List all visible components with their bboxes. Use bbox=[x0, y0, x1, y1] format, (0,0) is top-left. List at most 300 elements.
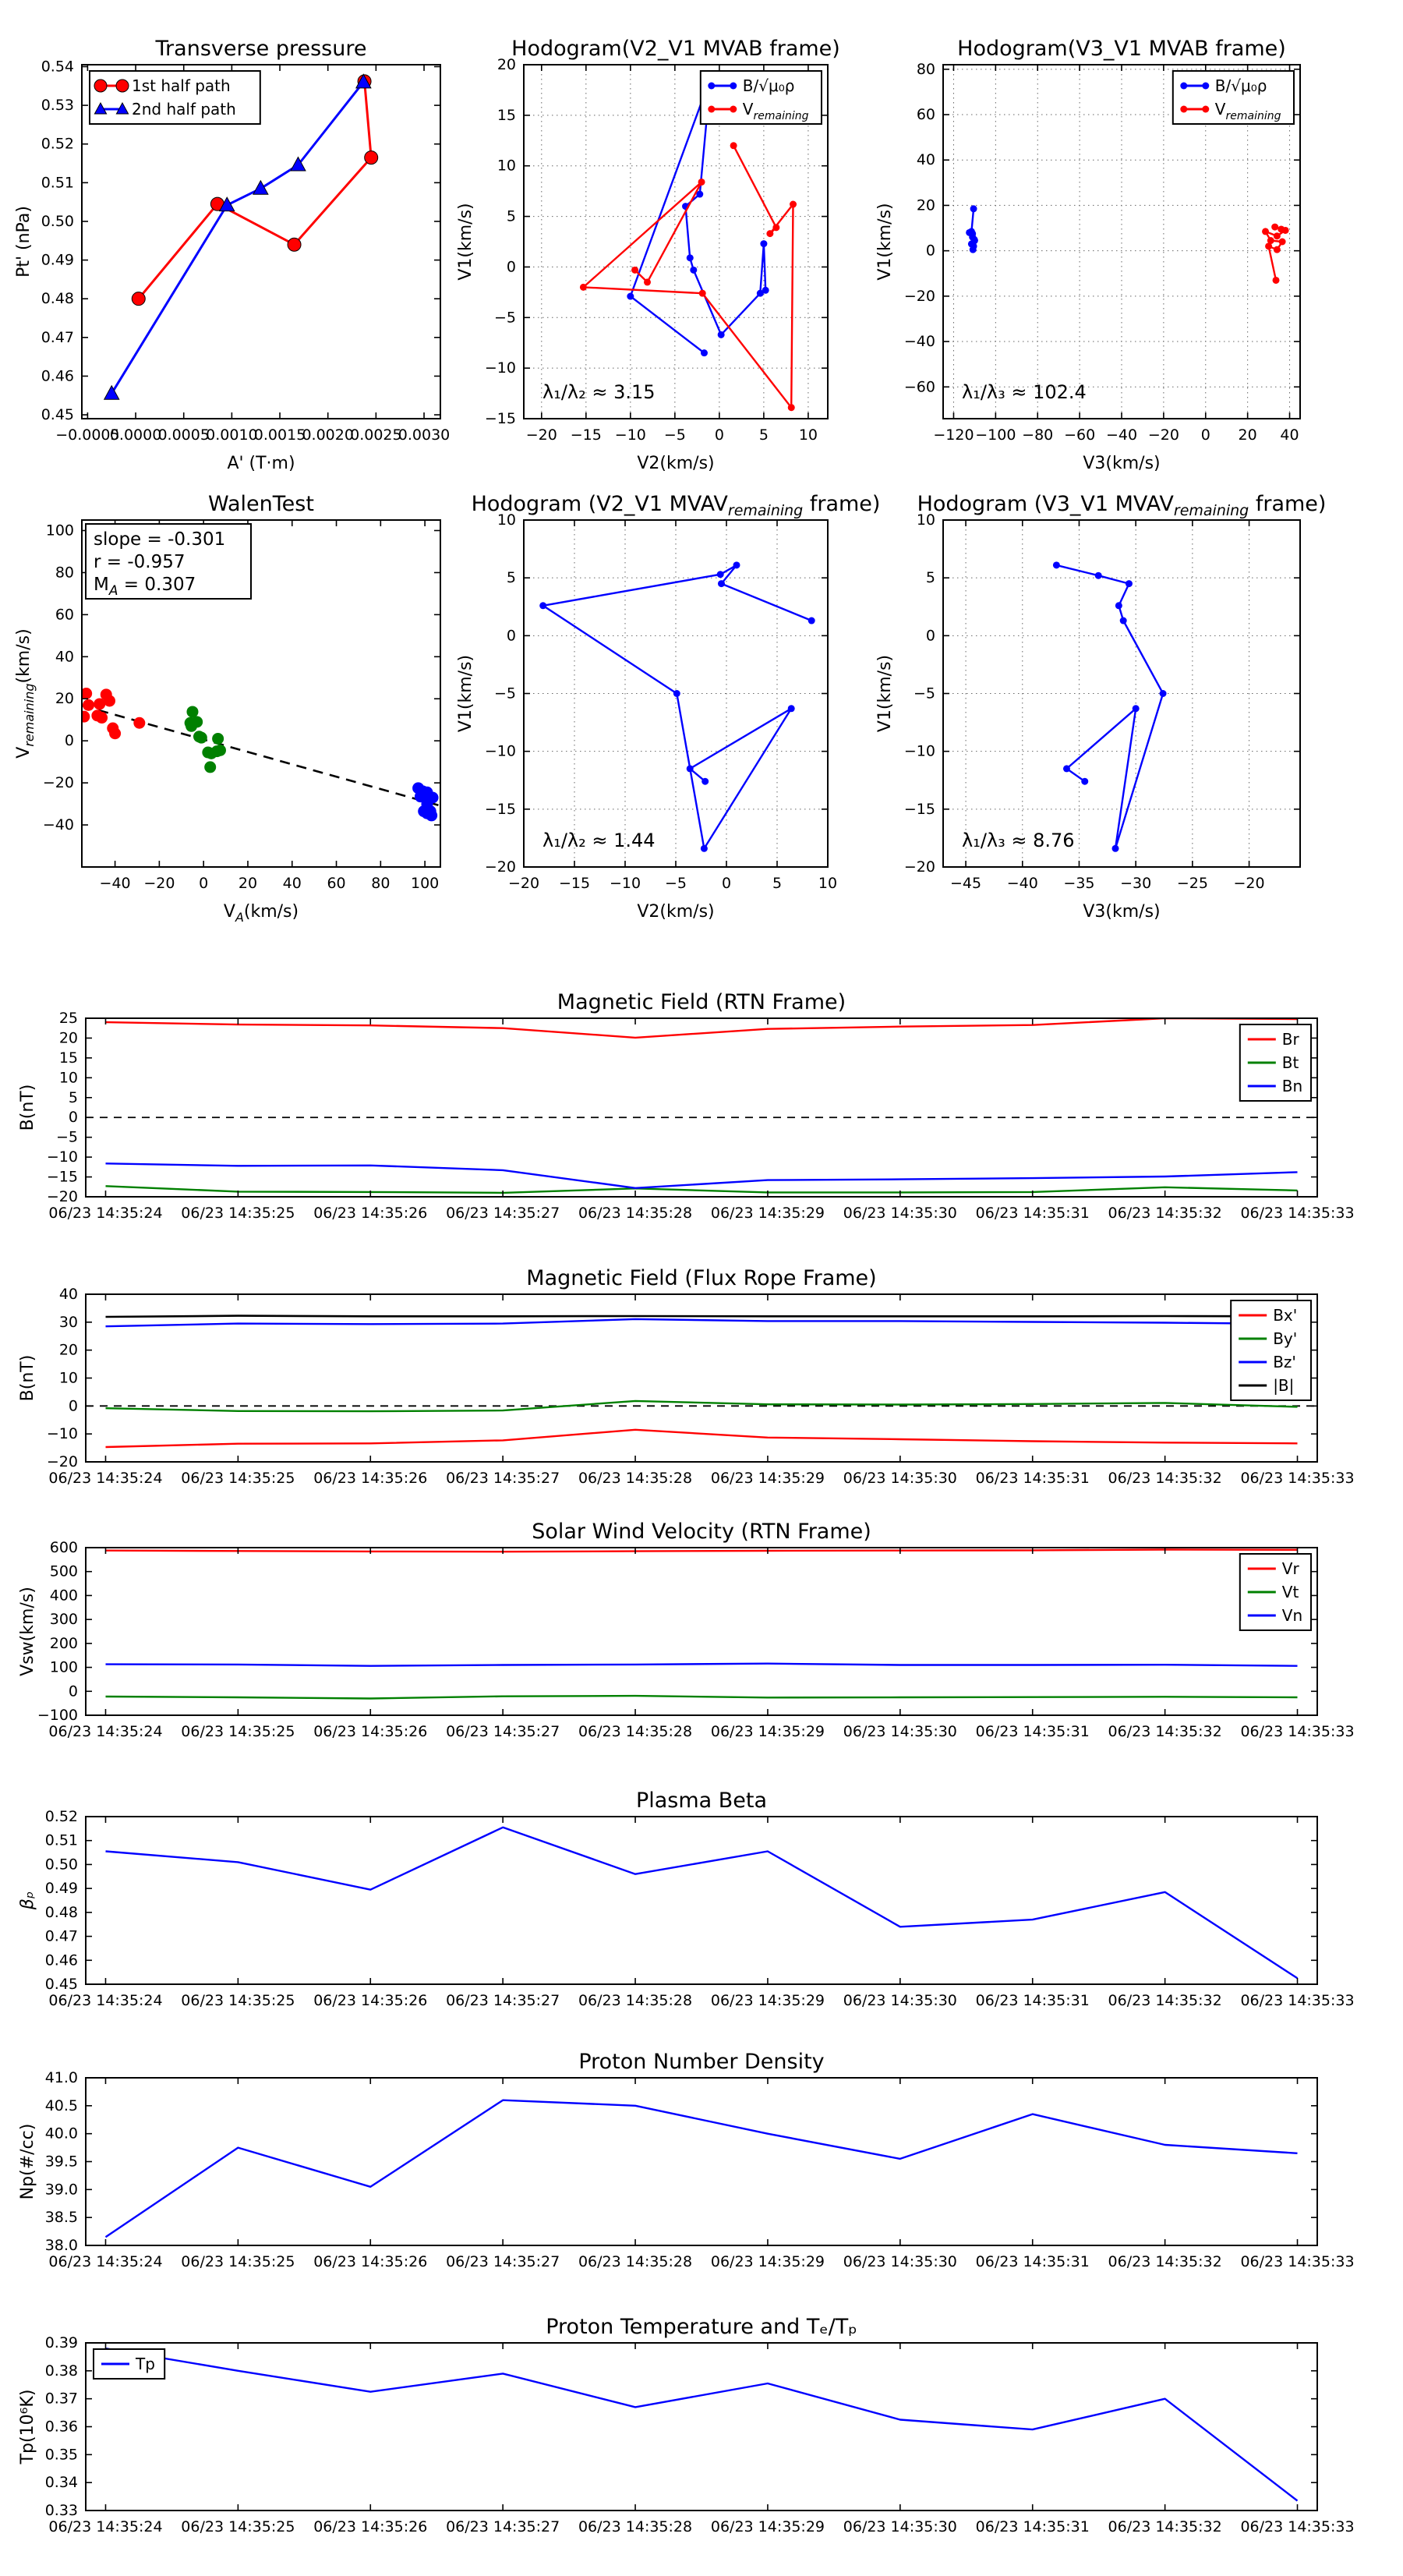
x-tick-label: 06/23 14:35:29 bbox=[710, 1723, 825, 1740]
lambda-annotation: λ₁/λ₃ ≈ 8.76 bbox=[962, 830, 1075, 851]
x-tick-label: 06/23 14:35:24 bbox=[48, 1205, 163, 1222]
x-tick-label: 06/23 14:35:24 bbox=[48, 1470, 163, 1487]
x-tick-label: 06/23 14:35:32 bbox=[1108, 2518, 1222, 2535]
x-tick-label: 06/23 14:35:31 bbox=[975, 1723, 1090, 1740]
x-tick-label: 06/23 14:35:27 bbox=[446, 1205, 560, 1222]
marker-green-cluster bbox=[204, 761, 216, 773]
y-tick-label: 40 bbox=[55, 648, 74, 666]
y-tick-label: −10 bbox=[484, 742, 516, 760]
x-tick-label: 5 bbox=[772, 875, 783, 892]
legend-item-label: Br bbox=[1281, 1030, 1299, 1049]
legend-box bbox=[94, 2349, 164, 2379]
y-tick-label: 100 bbox=[49, 1658, 78, 1676]
y-tick-label: 0.52 bbox=[44, 1808, 78, 1825]
y-tick-label: 38.0 bbox=[44, 2237, 78, 2254]
y-tick-label: 0.48 bbox=[44, 1903, 78, 1921]
x-tick-label: 06/23 14:35:32 bbox=[1108, 1992, 1222, 2009]
y-tick-label: 0 bbox=[68, 1109, 78, 1127]
legend-item-label: 2nd half path bbox=[132, 100, 236, 119]
x-tick-label: 0.0025 bbox=[350, 426, 402, 444]
marker-v-remaining bbox=[718, 580, 725, 587]
marker-v-remaining bbox=[1271, 224, 1278, 231]
x-tick-label: 06/23 14:35:26 bbox=[313, 1470, 428, 1487]
axis-y-label: B(nT) bbox=[18, 1354, 37, 1402]
y-tick-label: −15 bbox=[903, 800, 935, 818]
x-tick-label: 06/23 14:35:27 bbox=[446, 2253, 560, 2270]
y-tick-label: 0.35 bbox=[44, 2446, 78, 2464]
legend-marker-first-half bbox=[116, 80, 129, 92]
x-tick-label: 06/23 14:35:28 bbox=[578, 1205, 693, 1222]
axis-y-label: Np(#/cc) bbox=[18, 2123, 37, 2200]
x-tick-label: −120 bbox=[933, 426, 974, 444]
plot-title: Hodogram (V3_V1 $MVAV_{remaining}$ frame) bbox=[917, 492, 1327, 519]
y-tick-label: 80 bbox=[55, 564, 74, 582]
marker-v-remaining bbox=[1120, 617, 1127, 625]
x-tick-label: 06/23 14:35:31 bbox=[975, 1992, 1090, 2009]
y-tick-label: 0 bbox=[68, 1397, 78, 1415]
marker-v-remaining bbox=[702, 778, 709, 785]
x-tick-label: 0 bbox=[1200, 426, 1210, 444]
marker-red-cluster bbox=[104, 695, 115, 706]
x-tick-label: 06/23 14:35:27 bbox=[446, 1470, 560, 1487]
marker-b-alfven bbox=[718, 331, 725, 338]
y-tick-label: 0.34 bbox=[44, 2474, 78, 2492]
x-tick-label: −25 bbox=[1176, 875, 1208, 892]
axis-x-label: V2(km/s) bbox=[637, 454, 715, 473]
x-tick-label: −10 bbox=[614, 426, 646, 444]
y-tick-label: 0.49 bbox=[44, 1880, 78, 1898]
marker-b-alfven bbox=[760, 240, 767, 247]
marker-green-cluster bbox=[212, 733, 224, 745]
x-tick-label: 06/23 14:35:33 bbox=[1240, 1723, 1355, 1740]
y-tick-label: −5 bbox=[493, 309, 516, 327]
marker-b-alfven bbox=[690, 267, 697, 274]
x-tick-label: 06/23 14:35:26 bbox=[313, 1205, 428, 1222]
y-tick-label: 0.47 bbox=[41, 328, 74, 346]
axes-background bbox=[86, 2078, 1317, 2245]
marker-v-remaining bbox=[1081, 778, 1088, 785]
y-tick-label: 39.5 bbox=[44, 2153, 78, 2171]
y-tick-label: −20 bbox=[903, 287, 935, 305]
x-tick-label: 06/23 14:35:28 bbox=[578, 2253, 693, 2270]
x-tick-label: 10 bbox=[818, 875, 838, 892]
y-tick-label: −5 bbox=[55, 1128, 78, 1146]
y-tick-label: 100 bbox=[45, 522, 74, 540]
x-tick-label: 06/23 14:35:33 bbox=[1240, 2253, 1355, 2270]
legend-item-label: Vn bbox=[1281, 1606, 1303, 1625]
axis-y-label: V1(km/s) bbox=[456, 203, 475, 281]
marker-red-cluster bbox=[78, 711, 90, 723]
axis-y-label: V1(km/s) bbox=[456, 654, 475, 733]
y-tick-label: 25 bbox=[58, 1010, 78, 1027]
legend-item-label: Bz' bbox=[1273, 1353, 1296, 1371]
x-tick-label: −60 bbox=[1064, 426, 1096, 444]
y-tick-label: −20 bbox=[46, 1453, 78, 1470]
y-tick-label: 20 bbox=[55, 690, 74, 708]
axis-y-label: Pt' (nPa) bbox=[14, 206, 34, 278]
marker-v-remaining bbox=[580, 284, 587, 291]
x-tick-label: −40 bbox=[1006, 875, 1038, 892]
y-tick-label: 0 bbox=[506, 627, 516, 645]
plot-hodogram-v2v1-mvab bbox=[456, 37, 840, 473]
plot-beta bbox=[18, 1789, 1355, 2009]
marker-v-remaining bbox=[1273, 277, 1280, 284]
axis-x-label: A' (T·m) bbox=[227, 454, 295, 473]
marker-b-alfven bbox=[970, 205, 977, 212]
plot-hodogram-v3v1-mvab bbox=[875, 37, 1300, 473]
plot-vsw bbox=[18, 1520, 1355, 1740]
axes-background bbox=[86, 2343, 1317, 2511]
x-tick-label: 06/23 14:35:28 bbox=[578, 1470, 693, 1487]
y-tick-label: −40 bbox=[903, 333, 935, 351]
marker-b-alfven bbox=[970, 246, 977, 253]
x-tick-label: 06/23 14:35:25 bbox=[181, 1205, 295, 1222]
marker-v-remaining bbox=[788, 404, 795, 411]
y-tick-label: 0 bbox=[68, 1683, 78, 1700]
y-tick-label: 80 bbox=[916, 60, 935, 78]
marker-red-cluster bbox=[94, 698, 105, 709]
lambda-annotation: λ₁/λ₂ ≈ 3.15 bbox=[542, 381, 656, 403]
y-tick-label: 20 bbox=[58, 1341, 78, 1359]
y-tick-label: −20 bbox=[903, 858, 935, 876]
marker-v-remaining bbox=[1262, 228, 1269, 235]
x-tick-label: 06/23 14:35:31 bbox=[975, 2518, 1090, 2535]
x-tick-label: 06/23 14:35:24 bbox=[48, 2518, 163, 2535]
marker-v-remaining bbox=[788, 705, 795, 712]
x-tick-label: 06/23 14:35:26 bbox=[313, 1723, 428, 1740]
marker-first-half bbox=[288, 238, 301, 251]
y-tick-label: 0.45 bbox=[44, 1976, 78, 1993]
axis-x-label: V3(km/s) bbox=[1083, 454, 1161, 473]
y-tick-label: 30 bbox=[58, 1313, 78, 1331]
marker-v-remaining bbox=[701, 845, 708, 852]
y-tick-label: 400 bbox=[49, 1587, 78, 1605]
x-tick-label: 06/23 14:35:31 bbox=[975, 1470, 1090, 1487]
y-tick-label: 0.38 bbox=[44, 2362, 78, 2380]
y-tick-label: 0.49 bbox=[41, 251, 74, 269]
axes-background bbox=[86, 1548, 1317, 1715]
marker-v-remaining bbox=[1279, 239, 1286, 246]
marker-v-remaining bbox=[698, 179, 705, 186]
y-tick-label: 10 bbox=[497, 511, 516, 529]
marker-v-remaining bbox=[808, 617, 815, 625]
marker-first-half bbox=[132, 292, 145, 306]
x-tick-label: −15 bbox=[570, 426, 602, 444]
x-tick-label: 06/23 14:35:25 bbox=[181, 2518, 295, 2535]
marker-v-remaining bbox=[699, 290, 706, 297]
y-tick-label: 40 bbox=[58, 1286, 78, 1303]
y-tick-label: 0.37 bbox=[44, 2390, 78, 2408]
y-tick-label: 10 bbox=[916, 511, 935, 529]
x-tick-label: 06/23 14:35:26 bbox=[313, 2518, 428, 2535]
x-tick-label: 06/23 14:35:30 bbox=[843, 2518, 957, 2535]
marker-blue-cluster bbox=[426, 809, 437, 821]
x-tick-label: 06/23 14:35:32 bbox=[1108, 2253, 1222, 2270]
axis-y-label: V1(km/s) bbox=[875, 654, 895, 733]
x-tick-label: 20 bbox=[1238, 426, 1257, 444]
y-tick-label: −60 bbox=[903, 378, 935, 396]
x-tick-label: 06/23 14:35:27 bbox=[446, 2518, 560, 2535]
y-tick-label: 0 bbox=[925, 627, 935, 645]
x-tick-label: 0 bbox=[199, 875, 209, 892]
marker-v-remaining bbox=[790, 201, 797, 208]
plot-title: Solar Wind Velocity (RTN Frame) bbox=[532, 1520, 871, 1544]
plot-title: Proton Temperature and Tₑ/Tₚ bbox=[546, 2315, 857, 2339]
plot-title: Magnetic Field (RTN Frame) bbox=[557, 990, 846, 1014]
legend-item-label: $V_{remaining}$ bbox=[1214, 100, 1281, 122]
marker-b-alfven bbox=[627, 293, 634, 300]
marker-green-cluster bbox=[196, 732, 207, 744]
y-tick-label: 41.0 bbox=[44, 2069, 78, 2086]
y-tick-label: 40.0 bbox=[44, 2125, 78, 2143]
x-tick-label: 40 bbox=[282, 875, 302, 892]
x-tick-label: 06/23 14:35:28 bbox=[578, 1723, 693, 1740]
x-tick-label: 06/23 14:35:32 bbox=[1108, 1205, 1222, 1222]
x-tick-label: −20 bbox=[1147, 426, 1179, 444]
y-tick-label: 40.5 bbox=[44, 2097, 78, 2114]
legend-box bbox=[701, 71, 822, 124]
x-tick-label: 0.0005 bbox=[157, 426, 210, 444]
y-tick-label: 0.36 bbox=[44, 2418, 78, 2436]
x-tick-label: 60 bbox=[327, 875, 346, 892]
x-tick-label: 06/23 14:35:33 bbox=[1240, 1205, 1355, 1222]
marker-v-remaining bbox=[1282, 227, 1289, 234]
y-tick-label: −15 bbox=[484, 800, 516, 818]
legend-box bbox=[1231, 1300, 1311, 1400]
y-tick-label: 0.50 bbox=[44, 1856, 78, 1874]
legend-marker-v-remaining bbox=[730, 106, 737, 113]
x-tick-label: 06/23 14:35:33 bbox=[1240, 1992, 1355, 2009]
y-tick-label: −5 bbox=[913, 685, 935, 702]
axes-background bbox=[86, 1018, 1317, 1197]
marker-b-alfven bbox=[701, 349, 708, 356]
x-tick-label: 06/23 14:35:28 bbox=[578, 2518, 693, 2535]
marker-v-remaining bbox=[1160, 690, 1167, 697]
y-tick-label: 600 bbox=[49, 1539, 78, 1556]
x-tick-label: −20 bbox=[1233, 875, 1265, 892]
y-tick-label: 10 bbox=[497, 157, 516, 175]
legend-marker-first-half bbox=[94, 80, 107, 92]
legend-item-label: Bt bbox=[1281, 1053, 1299, 1072]
x-tick-label: −10 bbox=[609, 875, 641, 892]
x-tick-label: 06/23 14:35:27 bbox=[446, 1992, 560, 2009]
y-tick-label: −20 bbox=[46, 1188, 78, 1205]
lambda-annotation: λ₁/λ₂ ≈ 1.44 bbox=[542, 830, 656, 851]
x-tick-label: 06/23 14:35:29 bbox=[710, 1205, 825, 1222]
x-tick-label: 80 bbox=[371, 875, 391, 892]
legend-marker-v-remaining bbox=[708, 106, 715, 113]
y-tick-label: 60 bbox=[55, 606, 74, 624]
marker-green-cluster bbox=[214, 745, 226, 756]
y-tick-label: 300 bbox=[49, 1611, 78, 1629]
x-tick-label: −80 bbox=[1022, 426, 1054, 444]
y-tick-label: −15 bbox=[484, 410, 516, 427]
x-tick-label: −45 bbox=[950, 875, 982, 892]
x-tick-label: 06/23 14:35:25 bbox=[181, 1470, 295, 1487]
legend-item-label: Bn bbox=[1281, 1077, 1303, 1095]
x-tick-label: 40 bbox=[1280, 426, 1299, 444]
x-tick-label: 0 bbox=[714, 426, 724, 444]
legend-item-label: B/√μ₀ρ bbox=[742, 76, 795, 95]
plot-title: Transverse pressure bbox=[155, 37, 367, 61]
x-tick-label: 06/23 14:35:30 bbox=[843, 1470, 957, 1487]
marker-v-remaining bbox=[1274, 246, 1281, 253]
plot-title: Hodogram(V3_V1 MVAB frame) bbox=[957, 37, 1286, 61]
legend-box bbox=[1240, 1554, 1311, 1630]
x-tick-label: −20 bbox=[507, 875, 540, 892]
x-tick-label: −5 bbox=[663, 426, 686, 444]
x-tick-label: 10 bbox=[798, 426, 818, 444]
x-tick-label: 06/23 14:35:27 bbox=[446, 1723, 560, 1740]
y-tick-label: −15 bbox=[46, 1168, 78, 1186]
marker-v-remaining bbox=[1095, 572, 1102, 579]
marker-b-alfven bbox=[970, 236, 977, 243]
legend-item-label: 1st half path bbox=[132, 76, 231, 95]
marker-v-remaining bbox=[644, 278, 651, 285]
marker-v-remaining bbox=[673, 690, 680, 697]
marker-red-cluster bbox=[83, 699, 94, 711]
x-tick-label: 5 bbox=[758, 426, 769, 444]
plot-tp bbox=[18, 2315, 1355, 2535]
plot-walen-test bbox=[14, 492, 440, 925]
legend-marker-v-remaining bbox=[1202, 106, 1209, 113]
x-tick-label: −20 bbox=[143, 875, 175, 892]
y-tick-label: −5 bbox=[493, 685, 516, 702]
marker-red-cluster bbox=[96, 712, 108, 724]
x-tick-label: 06/23 14:35:33 bbox=[1240, 2518, 1355, 2535]
x-tick-label: −5 bbox=[664, 875, 687, 892]
y-tick-label: 0.51 bbox=[44, 1831, 78, 1849]
x-tick-label: 06/23 14:35:26 bbox=[313, 1992, 428, 2009]
x-tick-label: 06/23 14:35:30 bbox=[843, 1992, 957, 2009]
marker-v-remaining bbox=[687, 765, 694, 772]
x-tick-label: 06/23 14:35:29 bbox=[710, 2518, 825, 2535]
y-tick-label: 0.50 bbox=[41, 212, 74, 230]
marker-v-remaining bbox=[1265, 242, 1272, 249]
y-tick-label: 0.51 bbox=[41, 174, 74, 192]
x-tick-label: 06/23 14:35:30 bbox=[843, 1205, 957, 1222]
y-tick-label: 0.48 bbox=[41, 290, 74, 308]
x-tick-label: 06/23 14:35:33 bbox=[1240, 1470, 1355, 1487]
y-tick-label: 15 bbox=[58, 1049, 78, 1067]
legend-item-label: Vr bbox=[1281, 1559, 1299, 1578]
marker-green-cluster bbox=[186, 706, 198, 717]
marker-v-remaining bbox=[631, 267, 638, 274]
y-tick-label: −40 bbox=[42, 816, 74, 834]
y-tick-label: 0.52 bbox=[41, 135, 74, 153]
marker-v-remaining bbox=[766, 230, 773, 237]
axes-background bbox=[86, 1817, 1317, 1984]
series-line-bmag bbox=[106, 1316, 1298, 1317]
plot-np bbox=[18, 2050, 1355, 2270]
y-tick-label: 0 bbox=[925, 242, 935, 260]
y-tick-label: −20 bbox=[484, 858, 516, 876]
y-tick-label: 39.0 bbox=[44, 2181, 78, 2199]
marker-b-alfven bbox=[762, 287, 769, 294]
x-tick-label: −35 bbox=[1063, 875, 1095, 892]
x-tick-label: −20 bbox=[525, 426, 557, 444]
axis-x-label: V2(km/s) bbox=[637, 902, 715, 922]
y-tick-label: −10 bbox=[46, 1425, 78, 1443]
legend-item-label: $V_{remaining}$ bbox=[742, 100, 809, 122]
x-tick-label: −40 bbox=[1105, 426, 1138, 444]
marker-v-remaining bbox=[1053, 561, 1060, 568]
x-tick-label: 20 bbox=[238, 875, 258, 892]
x-tick-label: 06/23 14:35:29 bbox=[710, 1470, 825, 1487]
x-tick-label: −40 bbox=[99, 875, 131, 892]
y-tick-label: 20 bbox=[497, 56, 516, 73]
y-tick-label: 200 bbox=[49, 1634, 78, 1652]
y-tick-label: 0.46 bbox=[41, 367, 74, 385]
legend-marker-b-alfven bbox=[1180, 83, 1187, 90]
marker-v-remaining bbox=[1133, 705, 1140, 712]
legend-item-label: B/√μ₀ρ bbox=[1214, 76, 1267, 95]
y-tick-label: 0.33 bbox=[44, 2502, 78, 2519]
axis-x-label: $V_A(km/s)$ bbox=[223, 902, 299, 925]
y-tick-label: 38.5 bbox=[44, 2209, 78, 2227]
plot-hodogram-v3v1-mvav bbox=[875, 492, 1326, 922]
legend-marker-b-alfven bbox=[730, 83, 737, 90]
plot-transverse-pressure bbox=[14, 37, 450, 473]
x-tick-label: 06/23 14:35:28 bbox=[578, 1992, 693, 2009]
marker-red-cluster bbox=[133, 717, 145, 729]
x-tick-label: −15 bbox=[558, 875, 591, 892]
plot-title: Hodogram (V2_V1 $MVAV_{remaining}$ frame) bbox=[471, 492, 881, 519]
x-tick-label: 06/23 14:35:32 bbox=[1108, 1470, 1222, 1487]
y-tick-label: 5 bbox=[925, 569, 935, 587]
x-tick-label: 06/23 14:35:32 bbox=[1108, 1723, 1222, 1740]
x-tick-label: 0 bbox=[721, 875, 732, 892]
y-tick-label: 0 bbox=[506, 258, 516, 276]
marker-v-remaining bbox=[1063, 765, 1070, 772]
plot-title: Magnetic Field (Flux Rope Frame) bbox=[526, 1266, 877, 1290]
axis-x-label: V3(km/s) bbox=[1083, 902, 1161, 922]
y-tick-label: 0.45 bbox=[41, 406, 74, 424]
axis-y-label: V1(km/s) bbox=[875, 203, 895, 281]
x-tick-label: 06/23 14:35:29 bbox=[710, 2253, 825, 2270]
y-tick-label: 500 bbox=[49, 1562, 78, 1580]
x-tick-label: 06/23 14:35:25 bbox=[181, 1992, 295, 2009]
marker-v-remaining bbox=[1126, 580, 1133, 587]
marker-v-remaining bbox=[1274, 232, 1281, 239]
x-tick-label: 06/23 14:35:31 bbox=[975, 1205, 1090, 1222]
axis-y-label: B(nT) bbox=[18, 1084, 37, 1131]
stats-line: slope = -0.301 bbox=[94, 529, 226, 550]
plot-title: Proton Number Density bbox=[578, 2050, 825, 2074]
marker-v-remaining bbox=[1112, 845, 1119, 852]
x-tick-label: −0.0005 bbox=[55, 426, 120, 444]
x-tick-label: 06/23 14:35:29 bbox=[710, 1992, 825, 2009]
x-tick-label: 0.0010 bbox=[206, 426, 258, 444]
y-tick-label: 20 bbox=[916, 196, 935, 214]
y-tick-label: −100 bbox=[37, 1707, 78, 1724]
x-tick-label: 06/23 14:35:25 bbox=[181, 1723, 295, 1740]
legend-item-label: Tp bbox=[136, 2355, 155, 2373]
y-tick-label: 10 bbox=[58, 1369, 78, 1387]
legend-item-label: Vt bbox=[1281, 1583, 1299, 1601]
y-tick-label: 0 bbox=[64, 732, 74, 750]
x-tick-label: 0.0000 bbox=[109, 426, 162, 444]
y-tick-label: 10 bbox=[58, 1069, 78, 1087]
legend-marker-v-remaining bbox=[1180, 106, 1187, 113]
y-tick-label: 5 bbox=[506, 207, 516, 225]
x-tick-label: 0.0030 bbox=[398, 426, 451, 444]
legend-item-label: |B| bbox=[1273, 1376, 1295, 1395]
marker-v-remaining bbox=[539, 602, 546, 609]
y-tick-label: 0.54 bbox=[41, 58, 74, 76]
y-tick-label: 5 bbox=[506, 569, 516, 587]
plot-b-fluxrope bbox=[18, 1266, 1355, 1487]
